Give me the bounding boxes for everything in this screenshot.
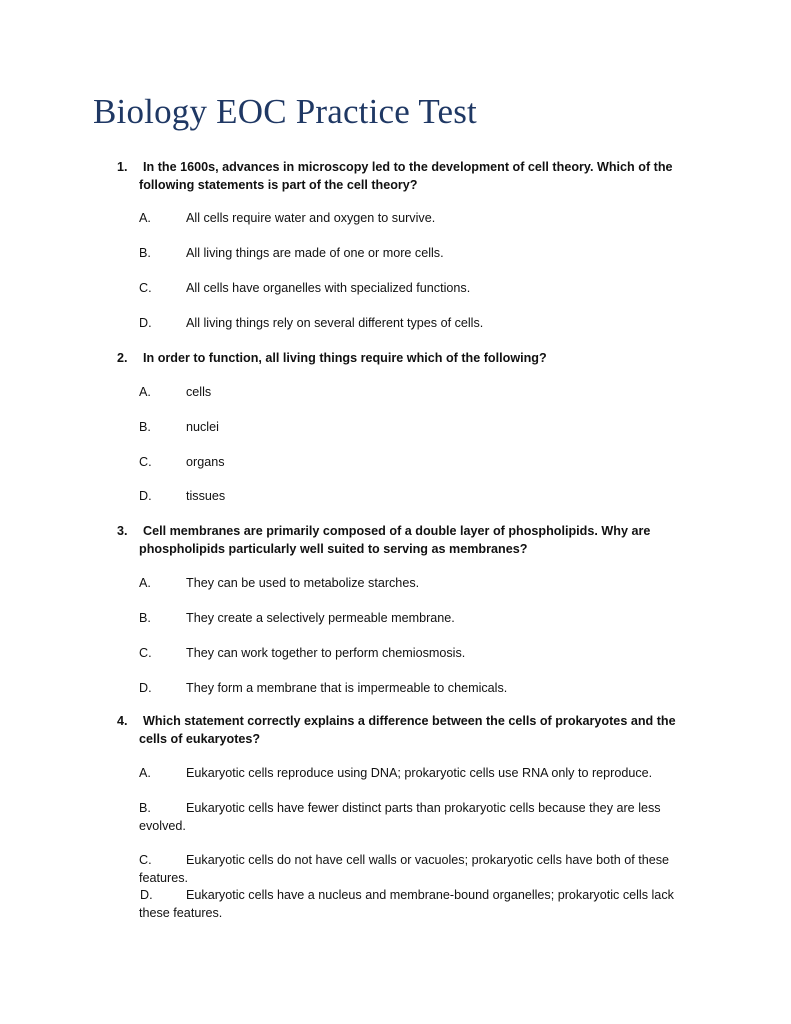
option-text: They can be used to metabolize starches. xyxy=(186,576,420,590)
option-letter: D. xyxy=(140,888,153,902)
option-letter: C. xyxy=(139,281,152,295)
option-text: Eukaryotic cells reproduce using DNA; prokaryotic cells use RNA only to reproduce. xyxy=(186,766,653,780)
option-letter: D. xyxy=(139,316,152,330)
q4-option-b[interactable] xyxy=(139,799,694,835)
page-title: Biology EOC Practice Test xyxy=(93,92,477,131)
option-letter: B. xyxy=(139,801,151,815)
option-letter: C. xyxy=(139,853,152,867)
option-text: organs xyxy=(186,455,225,469)
option-letter: A. xyxy=(139,385,151,399)
q4-option-c[interactable] xyxy=(139,851,694,887)
question-text-line2: following statements is part of the cell theory? xyxy=(139,178,418,192)
question-4-stem xyxy=(117,712,687,748)
option-text: They create a selectively permeable membrane. xyxy=(186,611,455,625)
question-text-line2: phospholipids particularly well suited to serving as membranes? xyxy=(139,542,528,556)
question-number: 4. xyxy=(117,714,128,728)
question-2-stem xyxy=(117,349,687,367)
option-text: Eukaryotic cells do not have cell walls or vacuoles; prokaryotic cells have both of these features. xyxy=(139,853,670,885)
option-text: All cells require water and oxygen to survive. xyxy=(186,211,436,225)
option-text: tissues xyxy=(186,489,226,503)
option-letter: C. xyxy=(139,646,152,660)
option-letter: A. xyxy=(139,211,151,225)
question-number: 1. xyxy=(117,160,128,174)
option-letter: B. xyxy=(139,246,151,260)
option-text: All living things rely on several different types of cells. xyxy=(186,316,484,330)
question-text-line1: Cell membranes are primarily composed of a double layer of phospholipids. Why are xyxy=(143,524,651,538)
option-letter: A. xyxy=(139,766,151,780)
option-text: They can work together to perform chemiosmosis. xyxy=(186,646,466,660)
option-text: cells xyxy=(186,385,212,399)
option-letter: C. xyxy=(139,455,152,469)
option-letter: D. xyxy=(139,681,152,695)
question-text-line1: In the 1600s, advances in microscopy led to the development of cell theory. Which of the xyxy=(143,160,673,174)
question-3-stem xyxy=(117,522,687,558)
q4-option-d[interactable] xyxy=(139,886,694,922)
question-number: 3. xyxy=(117,524,128,538)
option-text: Eukaryotic cells have fewer distinct parts than prokaryotic cells because they are less evolved. xyxy=(139,801,661,833)
option-letter: B. xyxy=(139,611,151,625)
question-1-stem xyxy=(117,158,687,194)
option-text: All cells have organelles with specialized functions. xyxy=(186,281,471,295)
option-letter: B. xyxy=(139,420,151,434)
option-text: nuclei xyxy=(186,420,219,434)
option-letter: A. xyxy=(139,576,151,590)
question-number: 2. xyxy=(117,351,128,365)
option-text: All living things are made of one or more cells. xyxy=(186,246,444,260)
option-letter: D. xyxy=(139,489,152,503)
option-text: They form a membrane that is impermeable to chemicals. xyxy=(186,681,508,695)
option-text: Eukaryotic cells have a nucleus and membrane-bound organelles; prokaryotic cells lack these features. xyxy=(139,888,674,920)
question-text-line1: In order to function, all living things require which of the following? xyxy=(143,351,547,365)
question-text-line1: Which statement correctly explains a difference between the cells of prokaryotes and the xyxy=(143,714,676,728)
question-text-line2: cells of eukaryotes? xyxy=(139,732,261,746)
